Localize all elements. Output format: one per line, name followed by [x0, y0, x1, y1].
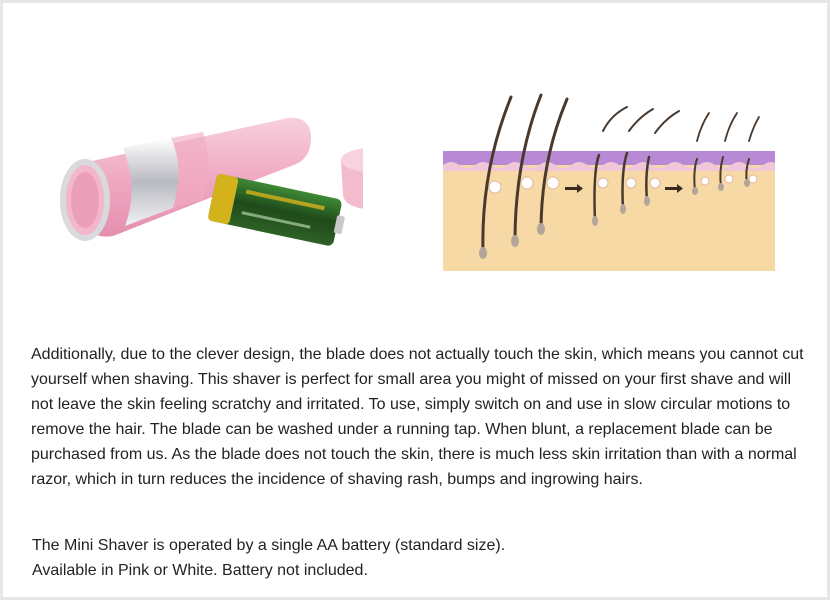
availability-text: Available in Pink or White. Battery not included. — [32, 562, 368, 579]
battery-requirement-text: The Mini Shaver is operated by a single AA battery (standard size). — [32, 537, 506, 554]
mini-shaver-product-image — [53, 108, 363, 258]
product-description-card — [3, 3, 827, 597]
product-description-paragraph: Additionally, due to the clever design, the blade does not actually touch the skin, which means you cannot cut yourself when shaving. This shaver is perfect for small area you might of missed on your first shave and will not leave the skin feeling scratchy and irritated. To use, simply switch on and use in slow circular motions to remove the hair. The blade can be washed under a running tap. When blunt, a replacement blade can be purchased from us. As the blade does not touch the skin, there is much less skin irritation than with a normal razor, which in turn reduces the incidence of shaving rash, bumps and ingrowing hairs. — [31, 346, 804, 488]
product-info — [32, 533, 812, 583]
hair-cross-section-diagram — [443, 91, 775, 271]
